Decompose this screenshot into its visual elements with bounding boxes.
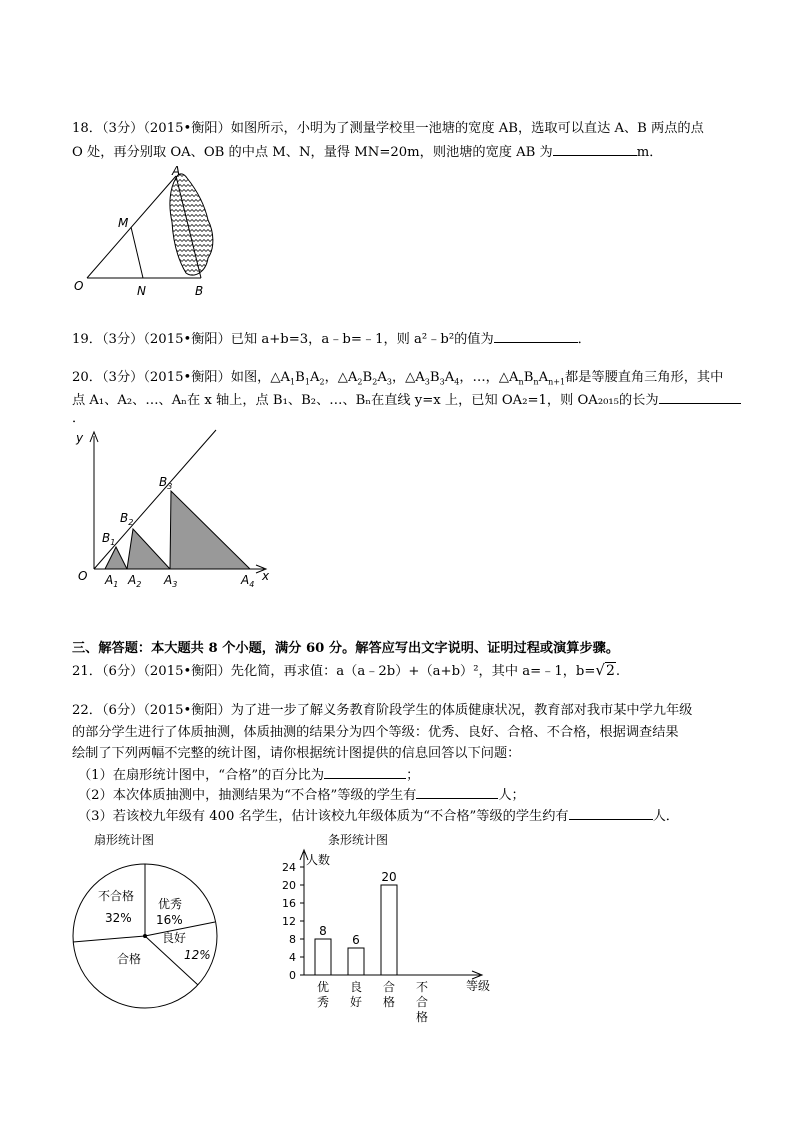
- label-O: O: [74, 279, 84, 293]
- y-tick-label: 12: [282, 915, 296, 928]
- q20-text-a: 20．（3分）（2015•衡阳）如图，△A: [72, 370, 291, 385]
- label-buhege-pct: 32%: [105, 911, 132, 925]
- category-label-1: 秀: [316, 995, 330, 1009]
- q22-line2: 的部分学生进行了体质抽测，体质抽测的结果分为四个等级：优秀、良好、合格、不合格，根据调查结果: [72, 725, 679, 740]
- q22-line3: 绘制了下列两幅不完整的统计图，请你根据统计图提供的信息回答以下问题：: [72, 746, 521, 761]
- q22-sub3-end: 人．: [652, 809, 679, 824]
- q21-end: .: [615, 664, 621, 679]
- q19-line: [72, 329, 591, 349]
- q22-sub3-text: （3）若该校九年级有 400 名学生，估计该校九年级体质为“不合格”等级的学生约有: [78, 809, 569, 824]
- label-O: O: [78, 569, 88, 583]
- q20-line1: 20．（3分）（2015•衡阳）如图，$\triangle A_1B_1A_2$，$\triangle A_2B_2A_3$，$\triangle A_3B_3A_4$，…，$\triangle A_nB_nA_{n+1}$都是等腰直角三角形，其中: [72, 370, 724, 387]
- q22-sub1-end: ；: [406, 768, 420, 783]
- label-hege: 合格: [117, 952, 142, 966]
- q21-text: 21．（6分）（2015•衡阳）先化简，再求值：a（a﹣2b）+（a+b）²，其中 a=﹣1，b=: [72, 664, 596, 679]
- pie-chart: [60, 830, 230, 1010]
- label-B: B: [195, 284, 204, 298]
- q22-sub3: [78, 806, 679, 826]
- label-B2: $B_2$: [120, 511, 134, 527]
- q22-sub3-blank[interactable]: [569, 806, 653, 820]
- q18-answer-blank[interactable]: [553, 142, 637, 156]
- label-A1: $A_1$: [105, 573, 119, 589]
- sqrt-symbol: √: [595, 661, 605, 679]
- label-buhege: 不合格: [98, 889, 135, 903]
- segment-MN: [131, 227, 143, 278]
- y-tick-label: 20: [282, 879, 296, 892]
- q20-line3: ．: [72, 411, 86, 426]
- q18-unit: m．: [636, 145, 663, 160]
- triangle-2: [127, 529, 170, 569]
- q22-line1: 22．（6分）（2015•衡阳）为了进一步了解义务教育阶段学生的体质健康状况，教育部对我市某中学九年级: [72, 703, 693, 718]
- label-A4: $A_4$: [241, 573, 255, 589]
- pie-title: 扇形统计图: [94, 833, 155, 847]
- pie-center: [143, 934, 147, 938]
- q22-sub2-blank[interactable]: [416, 785, 498, 799]
- q20-text-2: 点 A₁、A₂、…、Aₙ在 x 轴上，点 B₁、B₂、…、Bₙ在直线 y=x 上，已知 OA₂=1，则 OA₂₀₁₅的长为: [72, 393, 659, 408]
- q19-end: ．: [577, 332, 591, 347]
- label-lianghao: 良好: [162, 931, 187, 945]
- bar-2: [348, 948, 364, 975]
- category-label-1: 优: [316, 980, 330, 994]
- q22-sub1-blank[interactable]: [324, 765, 406, 779]
- pie-divider-4: [73, 936, 145, 942]
- q20-figure: [68, 428, 288, 590]
- q22-sub2: [78, 785, 525, 805]
- y-tick-label: 8: [289, 933, 296, 946]
- q22-sub2-text: （2）本次体质抽测中，抽测结果为“不合格”等级的学生有: [78, 788, 417, 803]
- q20-answer-blank[interactable]: [659, 390, 741, 404]
- y-axis-label: 人数: [306, 853, 331, 867]
- label-A: A: [172, 164, 181, 178]
- label-lianghao-pct: 12%: [184, 948, 211, 962]
- bar-value-label: 6: [352, 933, 360, 947]
- label-A2: $A_2$: [128, 573, 142, 589]
- triangle-3: [170, 491, 250, 569]
- label-M: M: [118, 216, 129, 230]
- pond-shape: [170, 174, 213, 275]
- q18-line2: [72, 142, 662, 162]
- triangle-1: [105, 547, 127, 569]
- category-label-4: 合: [415, 995, 429, 1009]
- label-N: N: [137, 284, 146, 298]
- category-label-4: 不: [415, 980, 429, 994]
- category-label-3: 合: [382, 980, 396, 994]
- label-youxiu: 优秀: [158, 897, 183, 911]
- category-label-2: 好: [349, 995, 363, 1009]
- bar-value-label: 20: [381, 870, 397, 884]
- label-y: y: [76, 431, 84, 445]
- bar-3: [381, 885, 397, 975]
- label-youxiu-pct: 16%: [156, 913, 183, 927]
- bar-1: [315, 939, 331, 975]
- q18-line1: 18．（3分）（2015•衡阳）如图所示，小明为了测量学校里一池塘的宽度 AB，选取可以直达 A、B 两点的点: [72, 121, 704, 136]
- label-x: x: [262, 569, 270, 583]
- q21-line: [72, 661, 620, 681]
- y-tick-label: 24: [282, 861, 296, 874]
- label-B3: $B_3$: [159, 475, 173, 491]
- category-label-2: 良: [349, 980, 363, 994]
- category-label-3: 格: [382, 995, 396, 1009]
- bar-chart-title: 条形统计图: [328, 833, 389, 847]
- q18-figure: [70, 164, 230, 300]
- q22-sub2-end: 人；: [498, 788, 525, 803]
- label-B1: $B_1$: [102, 531, 116, 547]
- y-tick-label: 0: [289, 969, 296, 982]
- x-axis-label: 等级: [466, 979, 491, 993]
- label-A3: $A_3$: [164, 573, 178, 589]
- q19-answer-blank[interactable]: [494, 329, 578, 343]
- q20-line2: [72, 390, 741, 410]
- sqrt-radicand: 2: [605, 663, 615, 679]
- q20-text-rest: 都是等腰直角三角形，其中: [565, 370, 724, 385]
- q19-text: 19．（3分）（2015•衡阳）已知 a+b=3，a﹣b=﹣1，则 a²﹣b²的值为: [72, 332, 494, 347]
- section-3-heading: 三、解答题：本大题共 8 个小题，满分 60 分。解答应写出文字说明、证明过程或演算步骤。: [72, 641, 620, 656]
- q22-sub1-text: （1）在扇形统计图中，“合格”的百分比为: [78, 768, 325, 783]
- category-label-4: 格: [415, 1010, 429, 1024]
- y-tick-label: 16: [282, 897, 296, 910]
- bar-chart: [268, 830, 518, 1030]
- q18-text: O 处，再分别取 OA、OB 的中点 M、N，量得 MN=20m，则池塘的宽度 AB 为: [72, 145, 553, 160]
- y-tick-label: 4: [289, 951, 296, 964]
- bar-value-label: 8: [319, 924, 327, 938]
- q22-sub1: [78, 765, 419, 785]
